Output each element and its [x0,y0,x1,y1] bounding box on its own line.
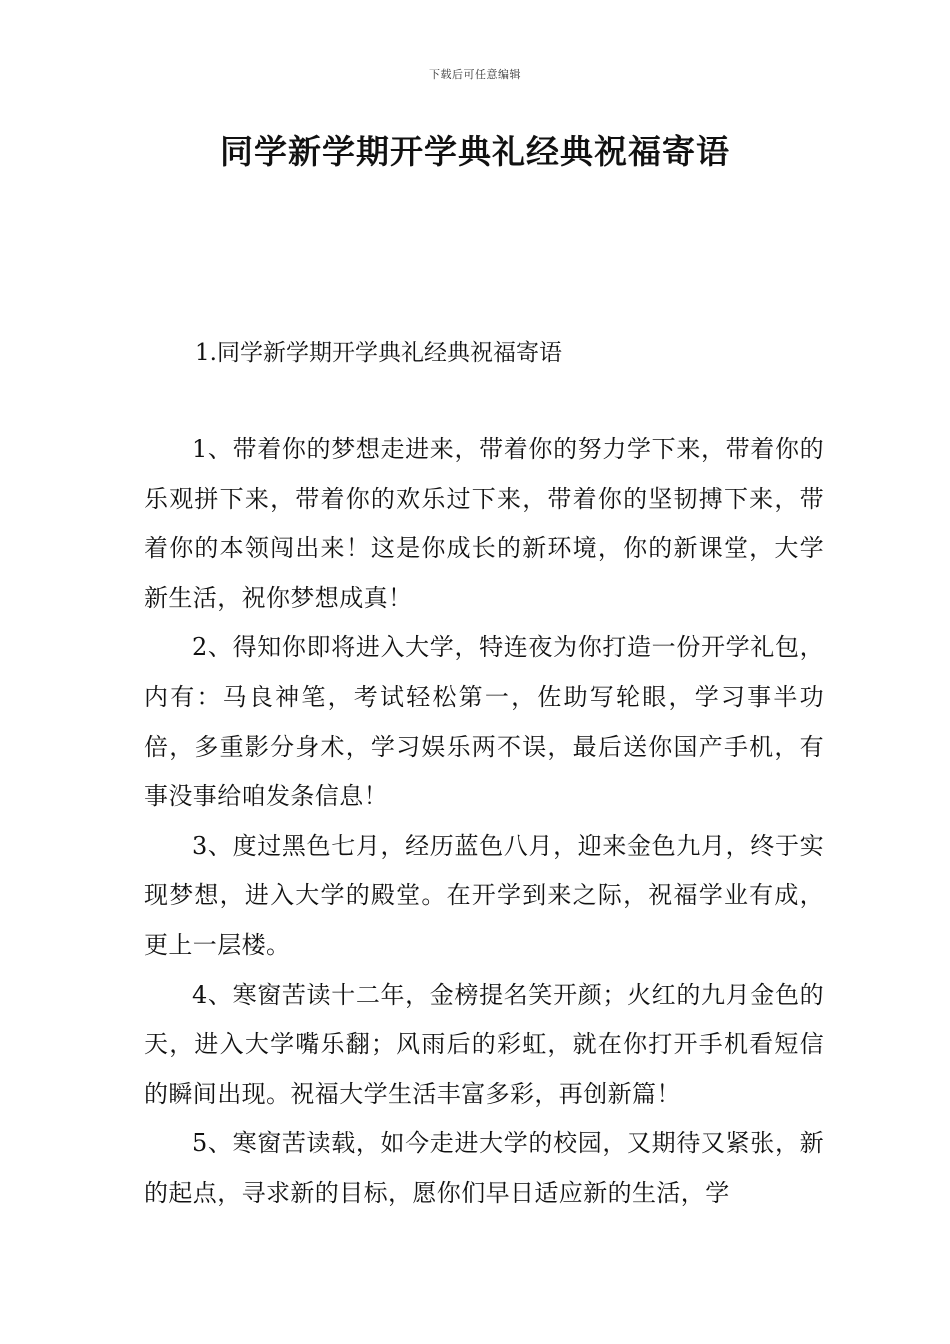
document-title: 同学新学期开学典礼经典祝福寄语 [220,132,730,171]
paragraph: 4、寒窗苦读十二年，金榜提名笑开颜；火红的九月金色的天，进入大学嘴乐翻；风雨后的彩虹，就在你打开手机看短信的瞬间出现。祝福大学生活丰富多彩，再创新篇！ [144,980,824,1108]
section-heading: 1.同学新学期开学典礼经典祝福寄语 [195,340,562,366]
header-note: 下载后可任意编辑 [429,68,521,81]
document-body [144,425,824,1219]
paragraph: 2、得知你即将进入大学，特连夜为你打造一份开学礼包，内有：马良神笔，考试轻松第一，佐助写轮眼，学习事半功倍，多重影分身术，学习娱乐两不误，最后送你国产手机，有事没事给咱发条信息！ [144,633,824,811]
paragraph: 5、寒窗苦读载，如今走进大学的校园，又期待又紧张，新的起点，寻求新的目标，愿你们早日适应新的生活，学 [144,1129,824,1207]
paragraph: 3、度过黑色七月，经历蓝色八月，迎来金色九月，终于实现梦想，进入大学的殿堂。在开学到来之际，祝福学业有成，更上一层楼。 [144,831,824,959]
paragraph: 1、带着你的梦想走进来，带着你的努力学下来，带着你的乐观拼下来，带着你的欢乐过下来，带着你的坚韧搏下来，带着你的本领闯出来！这是你成长的新环境，你的新课堂，大学新生活，祝你梦想成真！ [144,435,824,612]
